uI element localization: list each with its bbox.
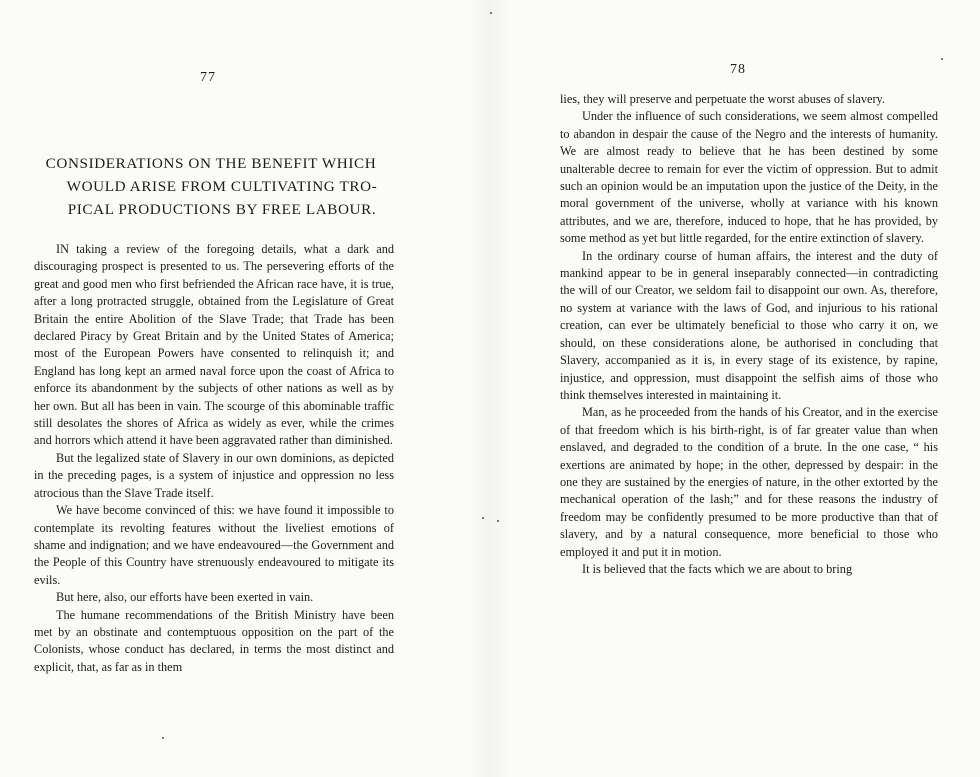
left-body-text xyxy=(34,241,394,676)
paragraph: But here, also, our efforts have been exerted in vain. xyxy=(56,590,314,605)
right-page xyxy=(490,0,980,777)
right-body-text xyxy=(560,91,938,578)
print-speck xyxy=(482,517,484,519)
page-number-left: 77 xyxy=(200,70,216,85)
paragraph: In the ordinary course of human affairs, the interest and the duty of mankind appear to be in general inseparably connected—in contradicting the will of our Creator, we seldom fail to disappoint our own. As, therefore, no system at variance with the laws of God, and injurious to his rational creation, can ever be ultimately beneficial to those who carry it on, we should, on these considerations alone, be authorised in concluding that Slavery, accompanied as it is, in every stage of its existence, by rapine, injustice, and oppression, must disappoint the selfish aims of those who think themselves interested in maintaining it. xyxy=(560,248,938,402)
paragraph: We have become convinced of this: we have found it impossible to contemplate its revolting features without the liveliest emotions of shame and indignation; and we have endeavoured—the Government and the People of this Country have strenuously endeavoured to mitigate its evils. xyxy=(34,503,394,587)
paragraph: It is believed that the facts which we are about to bring xyxy=(582,561,853,576)
print-speck xyxy=(941,58,943,60)
paragraph: But the legalized state of Slavery in our own dominions, as depicted in the preceding pages, is a system of injustice and oppression no less atrocious than the Slave Trade itself. xyxy=(34,450,394,500)
heading-line: CONSIDERATIONS ON THE BENEFIT WHICH xyxy=(45,155,377,172)
print-speck xyxy=(497,520,499,522)
page-number-right: 78 xyxy=(730,62,746,77)
paragraph: IN taking a review of the foregoing details, what a dark and discouraging prospect is presented to us. The persevering efforts of the great and good men who first befriended the African race have, it is true, after a long protracted struggle, obtained from the Legislature of Great Britain the entire Abolition of the Slave Trade; that Trade has been declared Piracy by Great Britain and by the United States of America; most of the European Powers have consented to relinquish it; and England has long kept an armed naval force upon the coast of Africa to enforce its abandonment by the subjects of other nations as well as by her own. But all has been in vain. The scourge of this abominable traffic still desolates the shores of Africa as widely as ever, while the crimes and horrors which attend it have been aggravated rather than diminished. xyxy=(34,242,394,448)
paragraph: Under the influence of such considerations, we seem almost compelled to abandon in despair the cause of the Negro and the interests of humanity. We are almost ready to believe that he has been destined by some unalterable decree to remain for ever the victim of oppression. But to admit such an opinion would be an imputation upon the justice of the Deity, in the moral government of the universe, wholly at variance with his known attributes, and we are, therefore, induced to hope, that he has provided, by some method as yet but little regarded, for the entire extinction of slavery. xyxy=(560,109,938,246)
heading-line: PICAL PRODUCTIONS BY FREE LABOUR. xyxy=(67,201,377,218)
continuation-paragraph: lies, they will preserve and perpetuate the worst abuses of slavery. xyxy=(560,92,885,106)
print-speck xyxy=(162,737,164,739)
heading-line: WOULD ARISE FROM CULTIVATING TRO- xyxy=(66,178,378,195)
print-speck xyxy=(490,12,492,14)
chapter-heading xyxy=(30,152,392,221)
paragraph: Man, as he proceeded from the hands of his Creator, and in the exercise of that freedom which is his birth-right, is of far greater value than when enslaved, and degraded to the condition of a brute. In the one case, “ his exertions are animated by hope; in the other, depressed by despair: in the one they are sustained by the energies of nature, in the other extorted by the mechanical operation of the lash;” and for these reasons the industry of freedom may be confidently presumed to be more productive than that of slavery, and by a natural consequence, more beneficial to those who employed it and put it in motion. xyxy=(560,405,938,559)
paragraph: The humane recommendations of the British Ministry have been met by an obstinate and contemptuous opposition on the part of the Colonists, whose conduct has declared, in terms the most distinct and explicit, that, as far as in them xyxy=(34,607,394,674)
